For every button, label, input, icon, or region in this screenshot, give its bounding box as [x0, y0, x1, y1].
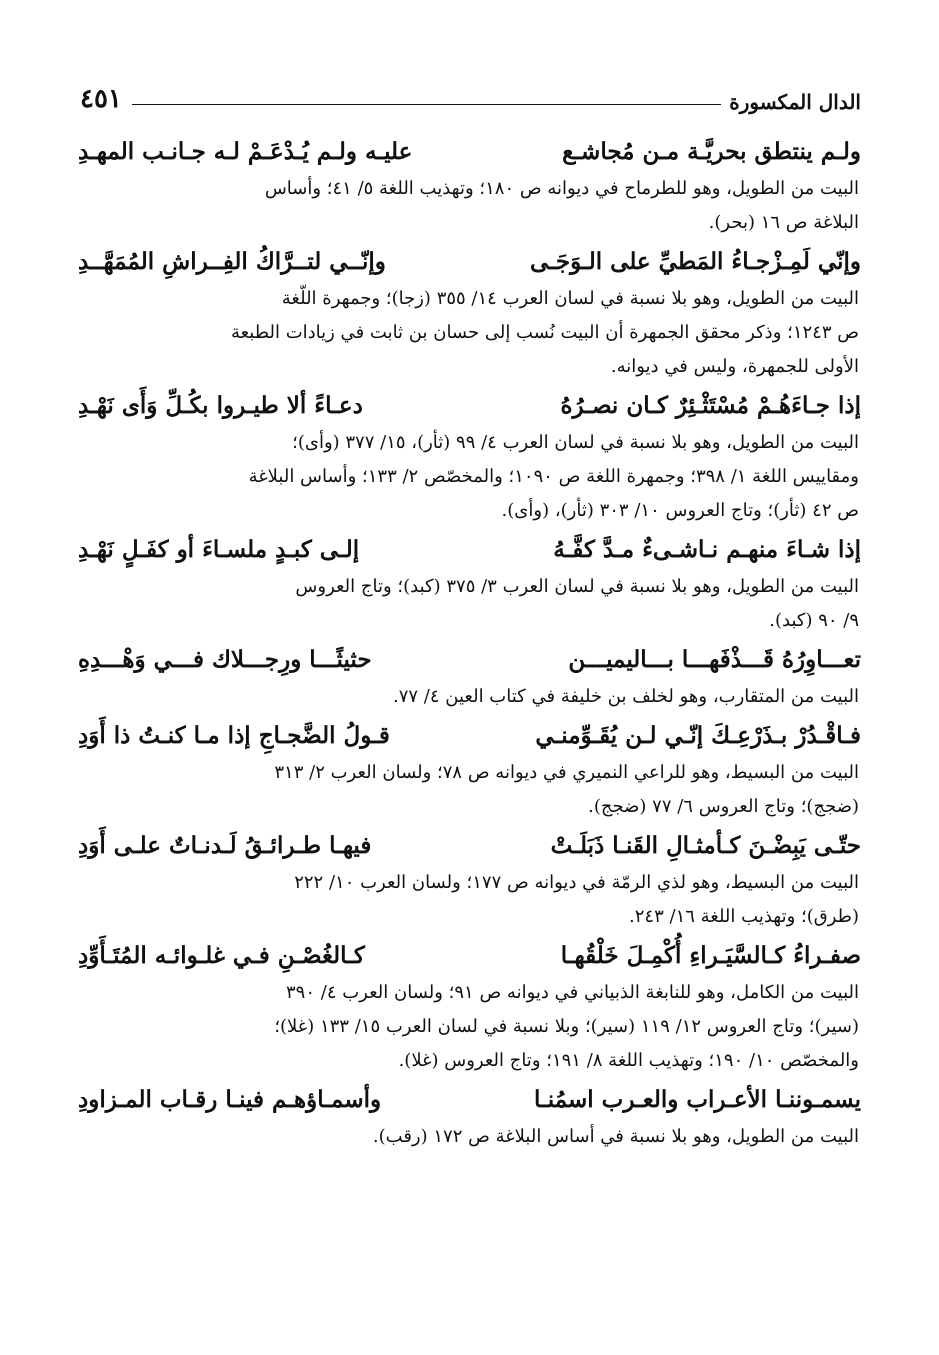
verse-first-hemistich: صفـراءُ كـالسَّيَـراءِ أُكْمِـلَ خَلْقُهـا: [560, 942, 861, 969]
verse-first-hemistich: يسمـوننـا الأعـراب والعـرب اسمُنـا: [534, 1086, 861, 1113]
note-line: ص ١٢٤٣؛ وذكر محقق الجمهرة أن البيت نُسب إلى حسان بن ثابت في زيادات الطبعة: [230, 322, 859, 343]
verse-source-note: [78, 1120, 861, 1154]
verse-first-hemistich: إذا جـاءَهُـمْ مُسْتَثْـئِرٌ كـان نصـرُهُ: [560, 392, 861, 419]
verse-second-hemistich: حثيثًـــا ورِجـــلاك فـــي وَهْـــدِهِ: [78, 646, 372, 673]
note-line: الأولى للجمهرة، وليس في ديوانه.: [610, 356, 859, 377]
verse-second-hemistich: قـولُ الضَّجـاجِ إذا مـا كنـتُ ذا أَوَدِ: [78, 722, 390, 749]
page-number: ٤٥١: [80, 84, 122, 114]
poem-entry: [78, 240, 861, 384]
poem-entry: [78, 384, 861, 528]
verse-line: [78, 824, 861, 866]
verse-line: [78, 934, 861, 976]
note-line: البيت من الطويل، وهو بلا نسبة في أساس البلاغة ص ١٧٢ (رقب).: [372, 1126, 859, 1147]
verse-second-hemistich: وإنّــي لتــرَّاكُ الفِــراشِ المُمَهَّــدِ: [78, 248, 386, 275]
verse-line: [78, 714, 861, 756]
poem-entry: [78, 1078, 861, 1154]
verse-second-hemistich: دعـاءً ألا طيـروا بكُـلِّ وَأَى نَهْـدِ: [78, 392, 363, 419]
poem-entry: [78, 934, 861, 1078]
note-line: البيت من الكامل، وهو للنابغة الذبياني في ديوانه ص ٩١؛ ولسان العرب ٤/ ٣٩٠: [286, 982, 859, 1003]
note-line: البيت من المتقارب، وهو لخلف بن خليفة في كتاب العين ٤/ ٧٧.: [393, 686, 859, 707]
chapter-title: الدال المكسورة: [729, 90, 861, 114]
note-line: (طرق)؛ وتهذيب اللغة ١٦/ ٢٤٣.: [629, 906, 859, 927]
note-line: البيت من الطويل، وهو للطرماح في ديوانه ص ١٨٠؛ وتهذيب اللغة ٥/ ٤١؛ وأساس: [264, 178, 859, 199]
verse-source-note: [78, 426, 861, 528]
note-line: البيت من الطويل، وهو بلا نسبة في لسان العرب ٤/ ٩٩ (ثأر)، ١٥/ ٣٧٧ (وأى)؛: [292, 432, 859, 453]
verse-source-note: [78, 866, 861, 934]
note-line: البلاغة ص ١٦ (بحر).: [708, 212, 859, 233]
verse-source-note: [78, 976, 861, 1078]
poem-entry: [78, 130, 861, 240]
note-line: ومقاييس اللغة ١/ ٣٩٨؛ وجمهرة اللغة ص ١٠٩٠؛ والمخصّص ٢/ ١٣٣؛ وأساس البلاغة: [248, 466, 859, 487]
poem-entry: [78, 714, 861, 824]
verse-second-hemistich: عليـه ولـم يُـدْعَـمْ لـه جـانـب المهـدِ: [78, 138, 413, 165]
verse-second-hemistich: كـالغُصْـنِ فـي غلـوائـه المُتَـأَوِّدِ: [78, 942, 365, 969]
verse-source-note: [78, 756, 861, 824]
poem-entry: [78, 824, 861, 934]
note-line: ٩/ ٩٠ (كبد).: [769, 610, 859, 631]
note-line: البيت من الطويل، وهو بلا نسبة في لسان العرب ١٤/ ٣٥٥ (زجا)؛ وجمهرة اللّغة: [281, 288, 859, 309]
verse-source-note: [78, 570, 861, 638]
poem-entry: [78, 528, 861, 638]
verse-first-hemistich: ولـم ينتطق بحريَّـة مـن مُجاشـع: [562, 138, 861, 165]
poem-entry: [78, 638, 861, 714]
verse-line: [78, 638, 861, 680]
verse-first-hemistich: حتّـى يَبِضْـنَ كـأمثـالِ القَنـا ذَبَلَـتْ: [550, 832, 861, 859]
note-line: (ضجج)؛ وتاج العروس ٦/ ٧٧ (ضجج).: [588, 796, 859, 817]
verse-first-hemistich: وإنّي لَمِـزْجـاءُ المَطيِّ على الـوَجَـى: [530, 248, 861, 275]
verse-line: [78, 384, 861, 426]
verse-source-note: [78, 172, 861, 240]
verse-source-note: [78, 680, 861, 714]
verse-first-hemistich: فـاقْـدُرْ بـذَرْعِـكَ إنّـي لـن يُقَـوِّمنـي: [535, 722, 861, 749]
note-line: البيت من البسيط، وهو للراعي النميري في ديوانه ص ٧٨؛ ولسان العرب ٢/ ٣١٣: [274, 762, 859, 783]
verse-first-hemistich: تعـــاوِرُهُ قَـــذْفَهـــا بـــاليميـــن: [568, 646, 861, 673]
verse-first-hemistich: إذا شـاءَ منهـم نـاشـىءٌ مـدَّ كفَّـهُ: [553, 536, 861, 563]
verse-line: [78, 1078, 861, 1120]
verse-second-hemistich: إلـى كبـدٍ ملسـاءَ أو كفَـلٍ نَهْـدِ: [78, 536, 360, 563]
running-header: [80, 78, 861, 114]
page-body: [78, 130, 861, 1154]
verse-line: [78, 528, 861, 570]
note-line: ص ٤٢ (ثأر)؛ وتاج العروس ١٠/ ٣٠٣ (ثأر)، (وأى).: [501, 500, 859, 521]
verse-source-note: [78, 282, 861, 384]
note-line: البيت من البسيط، وهو لذي الرمّة في ديوانه ص ١٧٧؛ ولسان العرب ١٠/ ٢٢٢: [294, 872, 859, 893]
note-line: (سير)؛ وتاج العروس ١٢/ ١١٩ (سير)؛ وبلا نسبة في لسان العرب ١٥/ ١٣٣ (غلا)؛: [274, 1016, 859, 1037]
note-line: والمخصّص ١٠/ ١٩٠؛ وتهذيب اللغة ٨/ ١٩١؛ وتاج العروس (غلا).: [398, 1050, 859, 1071]
verse-line: [78, 240, 861, 282]
verse-second-hemistich: وأسمـاؤهـم فينـا رقـاب المـزاودِ: [78, 1086, 382, 1113]
verse-line: [78, 130, 861, 172]
header-rule: [132, 104, 721, 105]
verse-second-hemistich: فيهـا طـرائـقُ لَـدنـاتٌ علـى أَوَدِ: [78, 832, 372, 859]
note-line: البيت من الطويل، وهو بلا نسبة في لسان العرب ٣/ ٣٧٥ (كبد)؛ وتاج العروس: [295, 576, 859, 597]
